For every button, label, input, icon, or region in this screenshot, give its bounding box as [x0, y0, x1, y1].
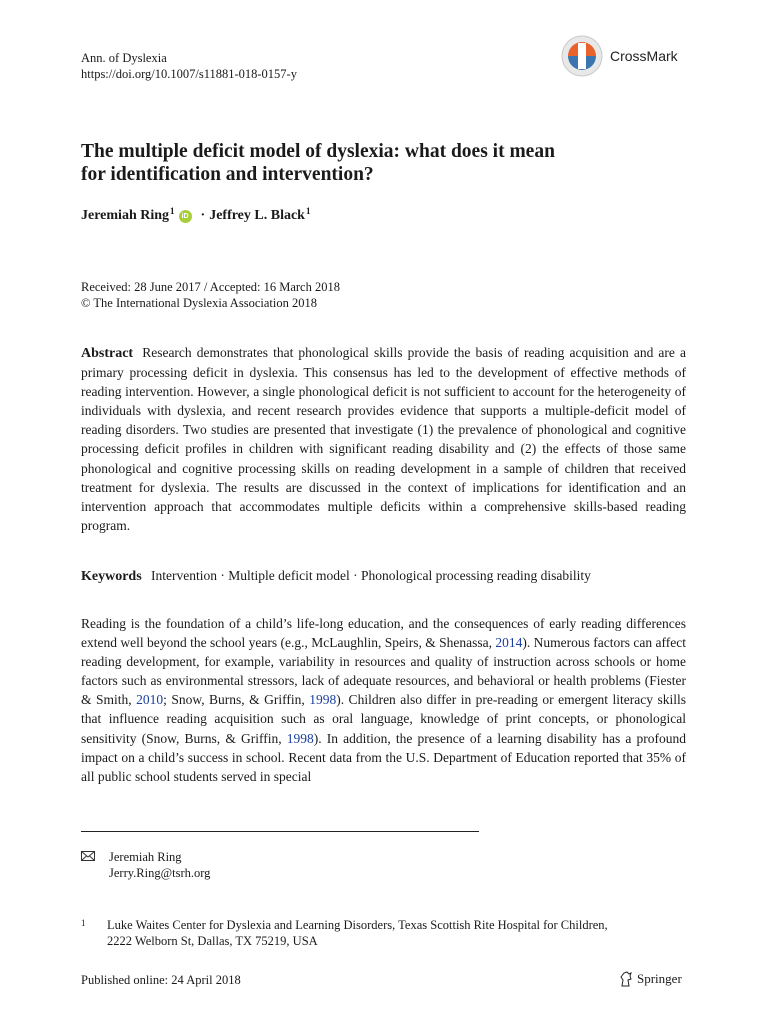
springer-horse-icon: [619, 971, 633, 987]
body-text: ). Children also differ in pre-reading or emergent literacy skills that influence reading acquisition such as oral language, knowledge of print concepts, or phonological sensitivity (Snow, Burns, & Griffin,: [81, 692, 686, 746]
envelope-icon: [81, 851, 95, 861]
publisher-logo: [619, 971, 682, 987]
body-text: ). Numerous factors can affect reading development, for example, variability in resources and quality of instruction across schools or home factors such as environmental stressors, lack of adequate resources, and behavioral or health problems (Fiester & Smith,: [81, 635, 686, 708]
affiliation-line-2: 2222 Welborn St, Dallas, TX 75219, USA: [107, 934, 318, 948]
received-accepted: Received: 28 June 2017 / Accepted: 16 March 2018: [81, 280, 340, 294]
author-affiliation-marker: 1: [305, 206, 311, 216]
body-text: Reading is the foundation of a child’s life-long education, and the consequences of early reading differences extend well beyond the school years (e.g., McLaughlin, Speirs, & Shenassa,: [81, 616, 686, 651]
journal-header: [81, 50, 297, 82]
abstract: [81, 343, 686, 535]
journal-name: Ann. of Dyslexia: [81, 51, 167, 65]
affiliation: [81, 917, 686, 949]
article-dates: [81, 279, 340, 311]
crossmark-badge[interactable]: [560, 33, 690, 79]
body-text: ; Snow, Burns, & Griffin,: [163, 692, 310, 708]
body-text: ). In addition, the presence of a learning disability has a profound impact on a child’s success in school. Recent data from the U.S. Department of Education reported that 35% of all public school students served in special: [81, 730, 686, 784]
citation-link[interactable]: 1998: [286, 730, 314, 746]
abstract-text: Research demonstrates that phonological skills provide the basis of reading acquisition and are a primary processing deficit in dyslexia. This consensus has led to the development of effective methods of reading intervention. However, a single phonological deficit is not sufficient to account for the heterogeneity of individuals with dyslexia, and recent research provides evidence that supports a multiple-deficit model of reading disorders. Two studies are presented that investigate (1) the prevalence of phonological and cognitive processing deficit profiles in children with significant reading disability and (2) the effects of those same phonological and cognitive processing skills on reading development in a sample of children that received treatment for dyslexia. The results are discussed in the context of implications for identification and an intervention approach that accommodates multiple deficits within a comprehensive skills-based reading program.: [81, 345, 686, 533]
body-paragraph: [81, 614, 686, 786]
abstract-heading: Abstract: [81, 346, 134, 361]
author-affiliation-marker: 1: [170, 206, 175, 216]
orcid-icon[interactable]: iD: [179, 210, 192, 223]
published-date: Published online: 24 April 2018: [81, 973, 241, 987]
doi-link[interactable]: https://doi.org/10.1007/s11881-018-0157-y: [81, 67, 297, 81]
keywords: [81, 566, 686, 586]
affiliation-line-1: Luke Waites Center for Dyslexia and Learning Disorders, Texas Scottish Rite Hospital for Children,: [107, 918, 608, 932]
article-title: [81, 140, 681, 186]
copyright: © The International Dyslexia Association 2018: [81, 296, 317, 310]
footnote-divider: [81, 831, 479, 832]
title-line-1: The multiple deficit model of dyslexia: what does it mean: [81, 141, 555, 162]
citation-link[interactable]: 2014: [495, 635, 523, 651]
corresponding-email[interactable]: Jerry.Ring@tsrh.org: [109, 866, 211, 880]
author-separator: ·: [200, 208, 206, 223]
author-list: [81, 208, 310, 224]
crossmark-label: CrossMark: [610, 48, 678, 64]
citation-link[interactable]: 1998: [309, 692, 337, 708]
correspondence: [81, 849, 210, 881]
publisher-name: Springer: [637, 971, 682, 986]
corresponding-author: Jeremiah Ring: [109, 850, 182, 864]
affiliation-number: 1: [81, 918, 86, 928]
title-line-2: for identification and intervention?: [81, 164, 374, 185]
keywords-heading: Keywords: [81, 569, 142, 584]
author-name[interactable]: Jeffrey L. Black: [209, 208, 305, 223]
citation-link[interactable]: 2010: [136, 692, 164, 708]
keywords-text: Intervention · Multiple deficit model · Phonological processing reading disability: [151, 568, 591, 583]
crossmark-icon: [560, 34, 604, 78]
author-name[interactable]: Jeremiah Ring: [81, 208, 170, 223]
